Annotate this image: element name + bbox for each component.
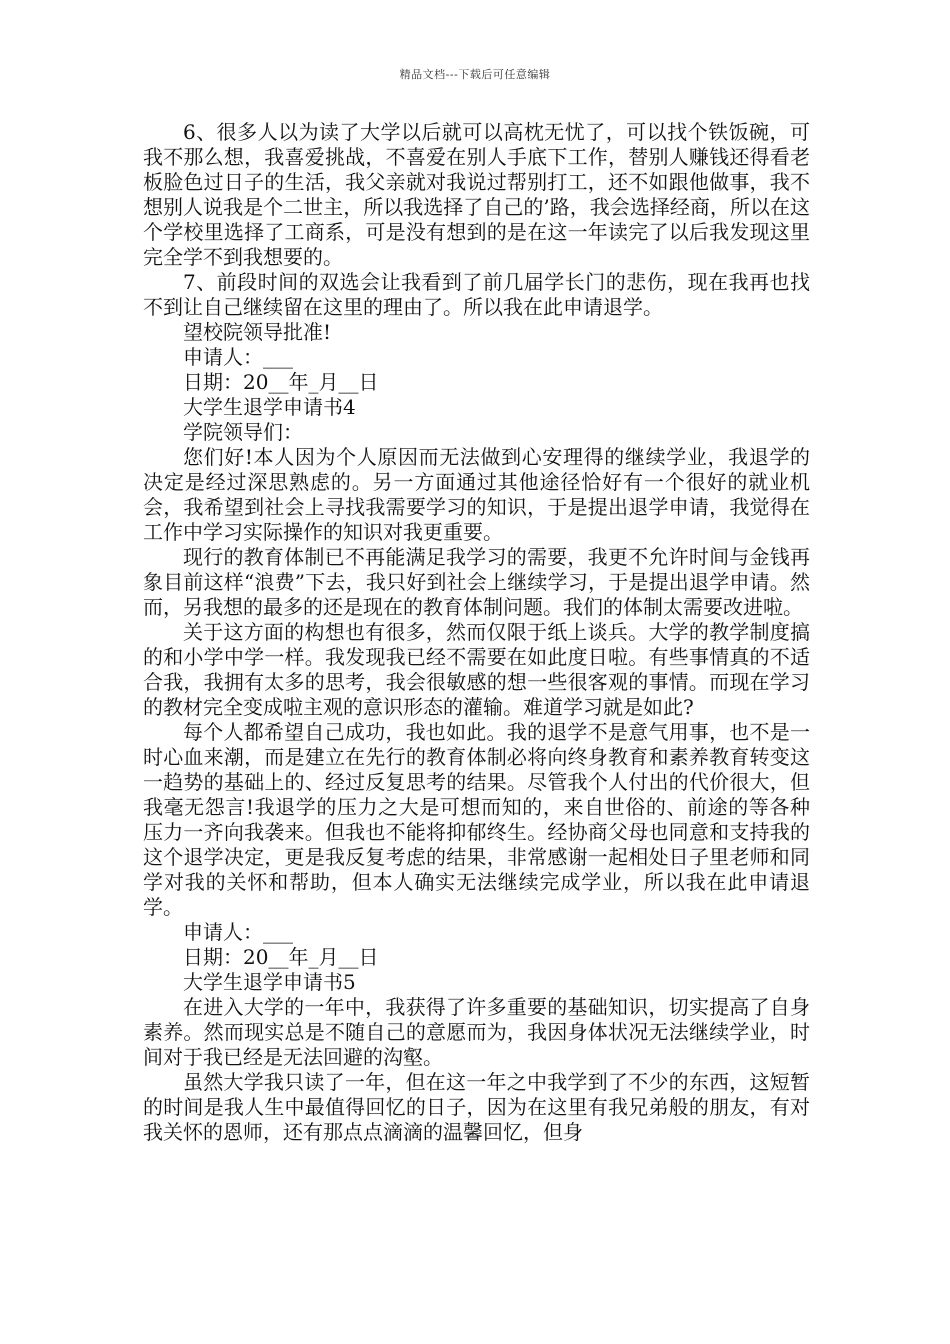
paragraph: 您们好!本人因为个人原因而无法做到心安理得的继续学业，我退学的决定是经过深思熟虑的。另一方面通过其他途径恰好有一个很好的就业机会，我希望到社会上寻找我需要学习的知识，于是提出退学申请，我觉得在工作中学习实际操作的知识对我更重要。 — [143, 445, 810, 544]
applicant-line: 申请人：___ — [183, 345, 293, 369]
applicant-line: 申请人：___ — [183, 920, 293, 944]
date-line: 日期：20__年_月__日 — [183, 370, 379, 394]
paragraph: 每个人都希望自己成功，我也如此。我的退学不是意气用事，也不是一时心血来潮，而是建立在先行的教育体制必将向终身教育和素养教育转变这一趋势的基础上的、经过反复思考的结果。尽管我个人付出的代价很大，但我毫无怨言!我退学的压力之大是可想而知的，来自世俗的、前途的等各种压力一齐向我袭来。但我也不能将抑郁终生。经协商父母也同意和支持我的这个退学决定，更是我反复考虑的结果，非常感谢一起相处日子里老师和同学对我的关怀和帮助，但本人确实无法继续完成学业，所以我在此申请退学。 — [143, 720, 810, 919]
paragraph: 现行的教育体制已不再能满足我学习的需要，我更不允许时间与金钱再象目前这样“浪费”下去，我只好到社会上继续学习，于是提出退学申请。然而，另我想的最多的还是现在的教育体制问题。我们的体制太需要改进啦。 — [143, 545, 810, 619]
paragraph: 在进入大学的一年中，我获得了许多重要的基础知识，切实提高了自身素养。然而现实总是不随自己的意愿而为，我因身体状况无法继续学业，时间对于我已经是无法回避的沟壑。 — [143, 995, 810, 1069]
document-body — [143, 120, 810, 1145]
paragraph-item-6: 6、很多人以为读了大学以后就可以高枕无忧了，可以找个铁饭碗，可我不那么想，我喜爱挑战，不喜爱在别人手底下工作，替别人赚钱还得看老板脸色过日子的生活，我父亲就对我说过帮别打工，还不如跟他做事，我不想别人说我是个二世主，所以我选择了自己的’路，我会选择经商，所以在这个学校里选择了工商系，可是没有想到的是在这一年读完了以后我发现这里完全学不到我想要的。 — [143, 120, 810, 269]
paragraph: 虽然大学我只读了一年，但在这一年之中我学到了不少的东西，这短暂的时间是我人生中最值得回忆的日子，因为在这里有我兄弟般的朋友，有对我关怀的恩师，还有那点点滴滴的温馨回忆，但身 — [143, 1070, 810, 1144]
date-line: 日期：20__年_月__日 — [183, 945, 379, 969]
page-header: 精品文档---下载后可任意编辑 — [399, 68, 551, 81]
paragraph-item-7: 7、前段时间的双选会让我看到了前几届学长门的悲伤，现在我再也找不到让自己继续留在这里的理由了。所以我在此申请退学。 — [143, 270, 810, 319]
section-heading-4: 大学生退学申请书4 — [183, 395, 356, 419]
approval-request-line: 望校院领导批准! — [183, 320, 332, 344]
paragraph: 关于这方面的构想也有很多，然而仅限于纸上谈兵。大学的教学制度搞的和小学中学一样。我发现我已经不需要在如此度日啦。有些事情真的不适合我，我拥有太多的思考，我会很敏感的想一些很客观的事情。而现在学习的教材完全变成啦主观的意识形态的灌输。难道学习就是如此? — [143, 620, 810, 719]
salutation-line: 学院领导们： — [183, 420, 303, 444]
section-heading-5: 大学生退学申请书5 — [183, 970, 356, 994]
